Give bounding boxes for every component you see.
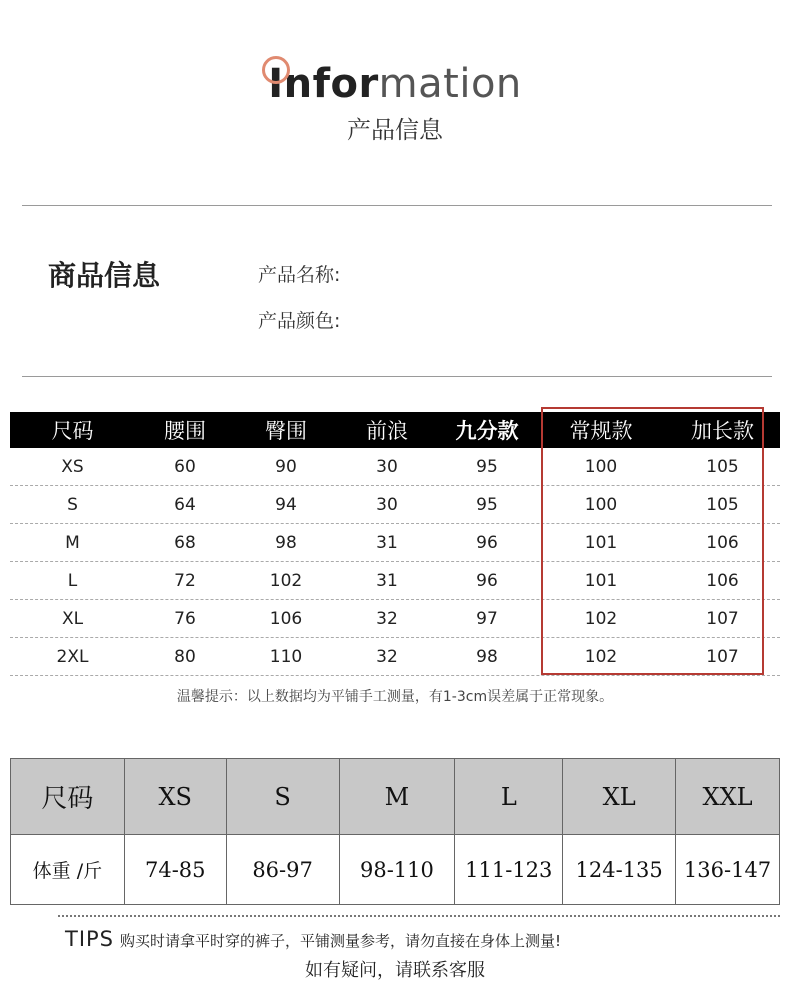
tips-label: TIPS [65,927,115,951]
table-cell: 80 [174,646,196,667]
table-cell: 106 [269,608,303,629]
table-cell: 98 [275,532,297,553]
brand-title [0,58,790,110]
product-info-title: 商品信息 [48,259,161,292]
dotted-divider [58,915,780,917]
table-cell: 100 [584,494,618,515]
header-cell-hip: 臀围 [265,419,307,443]
table-cell: 76 [174,608,196,629]
table-cell: 106 [706,532,739,553]
weight-size-cell: M [339,759,455,835]
table-cell: 30 [376,494,398,515]
brand-title-light: mation [378,61,522,107]
table-cell: 31 [376,570,398,591]
table-cell: 102 [584,646,618,667]
table-cell: 30 [376,456,398,477]
table-cell: 110 [269,646,303,667]
weight-value-cell: 111-123 [455,835,563,905]
weight-size-cell: XS [124,759,226,835]
table-cell: 32 [376,646,398,667]
circle-decoration-icon [262,56,290,84]
weight-size-cell: XL [563,759,676,835]
weight-value-cell: 86-97 [226,835,339,905]
weight-value-cell: 136-147 [676,835,780,905]
table-cell: 102 [269,570,303,591]
table-cell: 107 [706,646,739,667]
weight-table-row [11,835,780,905]
table-cell: 100 [584,456,618,477]
weight-value-cell: 124-135 [563,835,676,905]
header-cell-regular: 常规款 [569,419,633,443]
table-cell: 2XL [56,646,89,667]
table-cell: 101 [584,532,618,553]
weight-value-cell: 98-110 [339,835,455,905]
table-cell: 97 [476,608,498,629]
weight-size-cell: S [226,759,339,835]
product-color-label: 产品颜色: [258,310,341,332]
highlight-box [541,407,764,675]
table-cell: 96 [476,570,498,591]
table-cell: 64 [174,494,196,515]
table-cell: 105 [706,494,739,515]
table-cell: 95 [476,494,498,515]
weight-size-cell: L [455,759,563,835]
table-cell: 105 [706,456,739,477]
header-cell-rise: 前浪 [366,419,408,443]
brand-title-bold: Infor [268,61,379,107]
table-cell: 107 [706,608,739,629]
table-cell: 72 [174,570,196,591]
table-cell: M [65,532,80,553]
divider [22,376,772,377]
table-cell: 95 [476,456,498,477]
contact-text: 如有疑问，请联系客服 [305,960,485,981]
weight-row-label: 体重 /斤 [11,835,125,905]
tips-text: 购买时请拿平时穿的裤子，平铺测量参考，请勿直接在身体上测量! [120,932,562,950]
product-name-label: 产品名称: [258,264,341,286]
weight-header-label: 尺码 [11,759,125,835]
table-cell: 94 [275,494,297,515]
brand-subtitle: 产品信息 [347,116,443,144]
tips-line [65,927,561,951]
header-cell-long: 加长款 [691,419,754,443]
table-cell: 106 [706,570,739,591]
table-cell: 96 [476,532,498,553]
header-cell-size: 尺码 [51,419,94,443]
table-cell: L [67,570,78,591]
table-cell: 101 [584,570,618,591]
header-cell-waist: 腰围 [164,419,206,443]
measurement-note: 温馨提示：以上数据均为平铺手工测量，有1-3cm误差属于正常现象。 [176,689,614,705]
table-cell: S [67,494,78,515]
table-cell: 60 [174,456,196,477]
table-cell: 68 [174,532,196,553]
brand-title-en [268,58,522,110]
table-cell: 32 [376,608,398,629]
table-cell: 102 [584,608,618,629]
table-cell: 90 [275,456,297,477]
weight-size-cell: XXL [676,759,780,835]
table-cell: 98 [476,646,498,667]
divider [22,205,772,206]
weight-table [10,758,780,905]
header-cell-ankle-length: 九分款 [455,419,519,443]
weight-table-header [11,759,780,835]
table-cell: XS [61,456,84,477]
table-cell: XL [61,608,84,629]
table-cell: 31 [376,532,398,553]
weight-value-cell: 74-85 [124,835,226,905]
